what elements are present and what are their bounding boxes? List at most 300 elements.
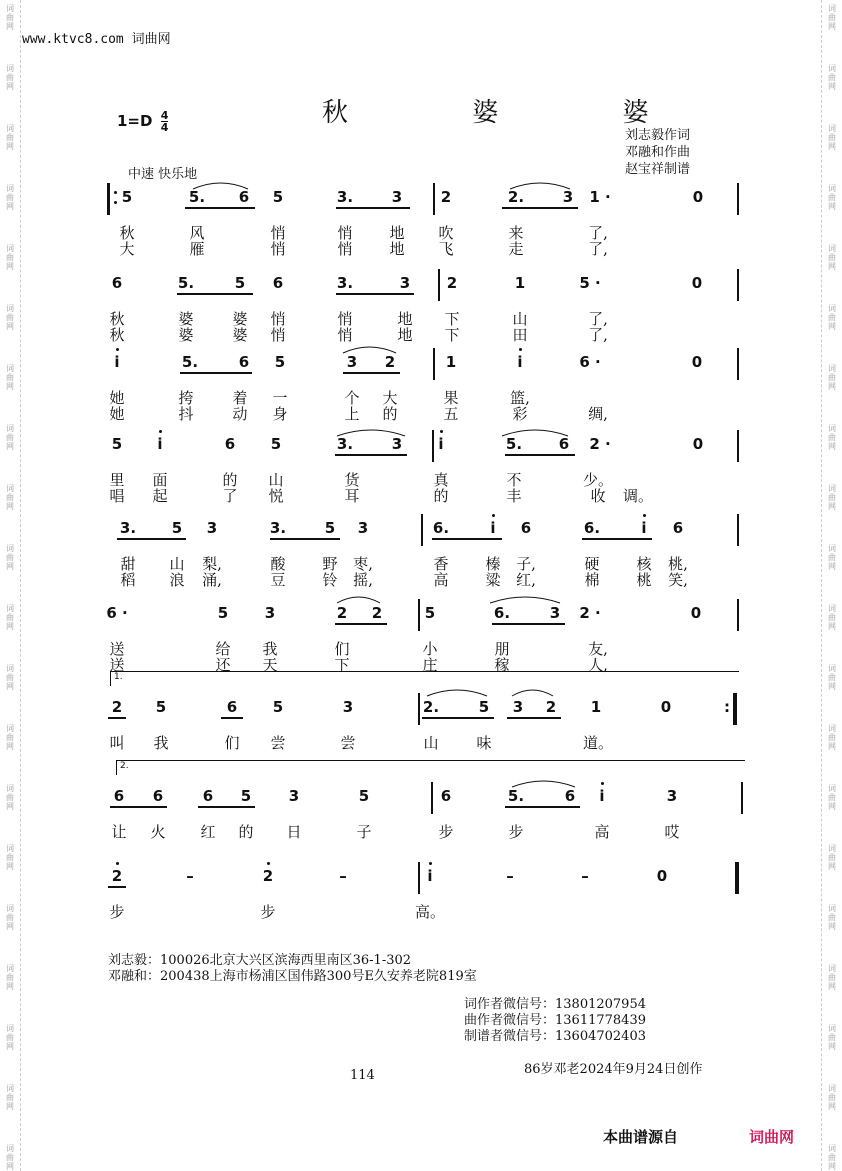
lyric-verse-2: 地 — [397, 326, 413, 344]
watermark-text: 词 曲 网 — [828, 784, 836, 811]
lyric-verse-1: 高 — [594, 823, 610, 841]
beam-underline — [198, 806, 255, 808]
note: 6 — [520, 519, 532, 537]
note: 6 — [564, 787, 576, 805]
lyric-verse-2: 下 — [334, 656, 350, 674]
note: 5 — [217, 604, 229, 622]
note: 6 — [672, 519, 684, 537]
note: 5 — [121, 188, 133, 206]
lyric-verse-1: 地 — [397, 310, 413, 328]
lyric-verse-2: 天 — [262, 656, 278, 674]
volta-bracket: 1. — [110, 671, 739, 686]
lyric-verse-2: 秋 — [109, 326, 125, 344]
watermark-text: 词 曲 网 — [828, 664, 836, 691]
note: i — [438, 435, 444, 453]
lyric-verse-1: 一 — [272, 389, 288, 407]
lyric-verse-1: 们 — [334, 640, 350, 658]
lyricist-wechat: 词作者微信号：13801207954 — [464, 997, 646, 1012]
note: 5. — [505, 435, 523, 453]
creation-date: 86岁邓老2024年9月24日创作 — [524, 1062, 703, 1077]
lyric-verse-2: 了 — [222, 487, 238, 505]
lyric-verse-1: 下 — [444, 310, 460, 328]
note: 6 — [558, 435, 570, 453]
note: 2 — [384, 353, 396, 371]
note: 1 — [514, 274, 526, 292]
lyric-verse-1: 梨, — [202, 555, 222, 573]
lyric-verse-1: 的 — [238, 823, 254, 841]
lyric-verse-2: 抖 — [178, 405, 194, 423]
watermark-text: 词 曲 网 — [828, 424, 836, 451]
lyric-verse-1: 货 — [344, 471, 360, 489]
lyric-verse-2: 走 — [508, 240, 524, 258]
lyric-verse-2: 彩 — [512, 405, 528, 423]
lyric-verse-1: 山 — [423, 734, 439, 752]
note: : — [724, 698, 730, 716]
note: 6. — [583, 519, 601, 537]
lyric-verse-1: 悄 — [270, 224, 286, 242]
note: 3 — [391, 435, 403, 453]
watermark-text: 词 曲 网 — [6, 964, 14, 991]
lyric-verse-2: 唱 — [109, 487, 125, 505]
bar-line — [438, 269, 440, 301]
left-margin-strip — [0, 0, 21, 1171]
lyric-verse-1: 酸 — [270, 555, 286, 573]
lyric-verse-2: 的 — [433, 487, 449, 505]
note: 2. — [422, 698, 440, 716]
beam-underline — [177, 293, 253, 295]
octave-dot — [116, 862, 119, 865]
source-label: 本曲谱源自 — [603, 1128, 679, 1146]
beam-underline — [432, 538, 502, 540]
note: 3 — [342, 698, 354, 716]
bar-line — [432, 430, 434, 462]
lyric-verse-2: 红, — [516, 571, 536, 589]
note: 2 — [545, 698, 557, 716]
repeat-start-bar — [107, 183, 110, 215]
bar-line — [737, 430, 739, 462]
note: 5 — [478, 698, 490, 716]
lyric-verse-2: 送 — [109, 656, 125, 674]
lyric-verse-1: 篮, — [510, 389, 530, 407]
lyric-verse-1: 送 — [109, 640, 125, 658]
note: – — [581, 867, 589, 885]
lyric-verse-2: 悄 — [270, 240, 286, 258]
note: – — [186, 867, 194, 885]
note: 6 — [152, 787, 164, 805]
tie-arc — [512, 690, 553, 696]
octave-dot — [429, 862, 432, 865]
lyric-verse-2: 上 — [344, 405, 360, 423]
note: 5 — [240, 787, 252, 805]
note: 0 — [656, 867, 668, 885]
note: 3 — [512, 698, 524, 716]
beam-underline — [336, 207, 410, 209]
octave-dot — [440, 430, 443, 433]
note: i — [599, 787, 605, 805]
lyric-verse-1: 火 — [150, 823, 166, 841]
volta-bracket: 2. — [116, 760, 745, 775]
note: 5 — [171, 519, 183, 537]
note: 6. — [493, 604, 511, 622]
watermark-text: 词 曲 网 — [6, 364, 14, 391]
composer-address: 邓融和：200438上海市杨浦区国伟路300号E久安养老院819室 — [108, 969, 477, 984]
lyric-verse-1: 尝 — [340, 734, 356, 752]
composer-wechat: 曲作者微信号：13611778439 — [464, 1013, 646, 1028]
bar-line — [421, 514, 423, 546]
note: 3. — [119, 519, 137, 537]
note: 2. — [507, 188, 525, 206]
note: 5 — [324, 519, 336, 537]
lyric-verse-2: 调。 — [622, 487, 654, 505]
beam-underline — [108, 886, 126, 888]
note: 6 — [113, 787, 125, 805]
lyric-verse-1: 子, — [516, 555, 536, 573]
lyric-verse-1: 挎 — [178, 389, 194, 407]
beam-underline — [507, 717, 561, 719]
note: 6. — [432, 519, 450, 537]
beam-underline — [505, 806, 580, 808]
watermark-text: 词 曲 网 — [828, 844, 836, 871]
octave-dot — [601, 782, 604, 785]
beam-underline — [108, 717, 126, 719]
note: 3 — [288, 787, 300, 805]
lyric-verse-1: 大 — [382, 389, 398, 407]
lyric-verse-2: 收 — [590, 487, 606, 505]
note: 5 — [111, 435, 123, 453]
beam-underline — [343, 372, 400, 374]
lyric-verse-2: 的 — [382, 405, 398, 423]
lyric-verse-1: 山 — [169, 555, 185, 573]
beam-underline — [270, 538, 340, 540]
lyric-verse-1: 婆 — [232, 310, 248, 328]
note: 2 — [111, 698, 123, 716]
lyric-verse-1: 了, — [588, 224, 608, 242]
lyric-verse-2: 还 — [215, 656, 231, 674]
lyric-verse-1: 悄 — [337, 310, 353, 328]
lyric-verse-1: 果 — [443, 389, 459, 407]
lyricist-credit: 刘志毅作词 — [625, 128, 691, 143]
note: 2 — [371, 604, 383, 622]
note: 3. — [269, 519, 287, 537]
lyric-verse-1: 悄 — [337, 224, 353, 242]
lyric-verse-2: 铃 — [322, 571, 338, 589]
watermark-text: 词 曲 网 — [6, 664, 14, 691]
lyric-verse-1: 道。 — [582, 734, 614, 752]
lyric-verse-2: 悄 — [270, 326, 286, 344]
beam-underline — [335, 454, 407, 456]
lyric-verse-1: 让 — [111, 823, 127, 841]
watermark-text: 词 曲 网 — [6, 1084, 14, 1111]
lyric-verse-1: 榛 — [485, 555, 501, 573]
lyric-verse-1: 不 — [506, 471, 522, 489]
note: 3 — [357, 519, 369, 537]
final-bar — [735, 862, 738, 894]
watermark-text: 词 曲 网 — [828, 124, 836, 151]
bar-line — [737, 348, 739, 380]
lyric-verse-1: 秋 — [119, 224, 135, 242]
watermark-text: 词 曲 网 — [6, 604, 14, 631]
lyric-verse-2: 了, — [588, 240, 608, 258]
lyric-verse-1: 们 — [224, 734, 240, 752]
lyric-verse-2: 耳 — [344, 487, 360, 505]
note: 6 — [238, 353, 250, 371]
octave-dot — [643, 514, 646, 517]
note: 2 — [336, 604, 348, 622]
lyric-verse-2: 丰 — [506, 487, 522, 505]
bar-line — [433, 183, 435, 215]
lyric-verse-1: 核 — [636, 555, 652, 573]
lyric-verse-1: 友, — [588, 640, 608, 658]
watermark-text: 词 曲 网 — [828, 244, 836, 271]
note: 0 — [690, 604, 702, 622]
lyric-verse-1: 桃, — [668, 555, 688, 573]
beam-underline — [110, 806, 167, 808]
lyric-verse-1: 地 — [389, 224, 405, 242]
note: 0 — [660, 698, 672, 716]
lyric-verse-2: 大 — [119, 240, 135, 258]
lyric-verse-1: 里 — [109, 471, 125, 489]
lyric-verse-1: 步 — [109, 903, 125, 921]
tie-arc — [490, 597, 560, 603]
lyric-verse-1: 山 — [512, 310, 528, 328]
note: 5. — [181, 353, 199, 371]
note: 2 — [446, 274, 458, 292]
lyric-verse-1: 的 — [222, 471, 238, 489]
page-number: 114 — [350, 1068, 375, 1083]
lyric-verse-1: 我 — [262, 640, 278, 658]
note: 3 — [562, 188, 574, 206]
note: 5. — [177, 274, 195, 292]
lyric-verse-1: 小 — [422, 640, 438, 658]
note: – — [506, 867, 514, 885]
note: 3. — [336, 188, 354, 206]
lyric-verse-1: 日 — [286, 823, 302, 841]
note: 2 — [262, 867, 274, 885]
tie-arc — [427, 690, 487, 696]
lyric-verse-2: 了, — [588, 326, 608, 344]
note: 5 — [358, 787, 370, 805]
watermark-text: 词 曲 网 — [828, 544, 836, 571]
time-signature — [161, 110, 169, 133]
lyric-verse-1: 味 — [476, 734, 492, 752]
time-numerator: 4 — [160, 109, 169, 122]
note: 6 — [224, 435, 236, 453]
beam-underline — [221, 717, 243, 719]
right-margin-strip — [821, 0, 842, 1171]
bar-line — [737, 514, 739, 546]
song-title: 秋 婆 婆 — [322, 98, 707, 128]
lyric-verse-1: 来 — [508, 224, 524, 242]
watermark-text: 词 曲 网 — [6, 124, 14, 151]
watermark-text: 词 曲 网 — [6, 304, 14, 331]
bar-line — [431, 782, 433, 814]
repeat-end-bar — [733, 693, 736, 725]
watermark-text: 词 曲 网 — [828, 4, 836, 31]
beam-underline — [582, 538, 652, 540]
lyric-verse-2: 飞 — [438, 240, 454, 258]
watermark-text: 词 曲 网 — [828, 1084, 836, 1111]
beam-underline — [502, 207, 578, 209]
tempo-marking: 中速 快乐地 — [128, 167, 198, 182]
note: 2 — [440, 188, 452, 206]
beam-underline — [422, 717, 494, 719]
note: 3 — [399, 274, 411, 292]
beam-underline — [492, 623, 565, 625]
note: 6 · — [106, 604, 128, 622]
composer-credit: 邓融和作曲 — [625, 145, 691, 160]
watermark-text: 词 曲 网 — [6, 844, 14, 871]
note: 3 — [264, 604, 276, 622]
note: 0 — [691, 353, 703, 371]
bar-line — [737, 599, 739, 631]
octave-dot — [116, 348, 119, 351]
note: i — [490, 519, 496, 537]
lyric-verse-1: 枣, — [353, 555, 373, 573]
bar-line — [741, 782, 743, 814]
lyric-verse-1: 悄 — [270, 310, 286, 328]
lyric-verse-1: 少。 — [582, 471, 614, 489]
note: – — [339, 867, 347, 885]
lyric-verse-1: 硬 — [584, 555, 600, 573]
lyric-verse-2: 高 — [433, 571, 449, 589]
key-signature — [117, 110, 168, 133]
site-url[interactable]: www.ktvc8.com 词曲网 — [22, 32, 171, 47]
watermark-text: 词 曲 网 — [828, 64, 836, 91]
lyric-verse-2: 悦 — [268, 487, 284, 505]
bar-line — [418, 862, 420, 894]
lyric-verse-2: 下 — [444, 326, 460, 344]
lyric-verse-1: 她 — [109, 389, 125, 407]
note: 6 — [226, 698, 238, 716]
note: 2 — [111, 867, 123, 885]
note: 3 — [346, 353, 358, 371]
beam-underline — [335, 623, 387, 625]
lyric-verse-1: 秋 — [109, 310, 125, 328]
bar-line — [433, 348, 435, 380]
beam-underline — [336, 293, 414, 295]
watermark-text: 词 曲 网 — [6, 1144, 14, 1171]
note: 5. — [188, 188, 206, 206]
lyric-verse-2: 稻 — [120, 571, 136, 589]
transcriber-wechat: 制谱者微信号：13604702403 — [464, 1029, 646, 1044]
lyric-verse-1: 面 — [152, 471, 168, 489]
lyric-verse-1: 子 — [356, 823, 372, 841]
note: 6 · — [579, 353, 601, 371]
note: 3. — [336, 274, 354, 292]
lyric-verse-2: 田 — [512, 326, 528, 344]
time-denominator: 4 — [160, 121, 169, 134]
note: 6 — [202, 787, 214, 805]
beam-underline — [505, 454, 575, 456]
note: 1 — [445, 353, 457, 371]
watermark-text: 词 曲 网 — [828, 964, 836, 991]
bar-line — [737, 183, 739, 215]
watermark-text: 词 曲 网 — [828, 1024, 836, 1051]
note: 3 — [391, 188, 403, 206]
lyric-verse-1: 高。 — [414, 903, 446, 921]
watermark-text: 词 曲 网 — [828, 484, 836, 511]
note: 3. — [336, 435, 354, 453]
beam-underline — [117, 538, 186, 540]
lyric-verse-2: 悄 — [337, 240, 353, 258]
bar-line — [737, 269, 739, 301]
lyric-verse-2: 摇, — [353, 571, 373, 589]
lyric-verse-2: 婆 — [178, 326, 194, 344]
note: 5 — [424, 604, 436, 622]
watermark-text: 词 曲 网 — [828, 1144, 836, 1171]
watermark-text: 词 曲 网 — [6, 4, 14, 31]
note: 0 — [691, 274, 703, 292]
note: 6 — [272, 274, 284, 292]
watermark-text: 词 曲 网 — [828, 604, 836, 631]
watermark-text: 词 曲 网 — [6, 484, 14, 511]
transcriber-credit: 赵宝祥制谱 — [625, 162, 691, 177]
lyric-verse-2: 起 — [152, 487, 168, 505]
lyric-verse-2: 动 — [232, 405, 248, 423]
lyric-verse-1: 我 — [153, 734, 169, 752]
note: 2 · — [579, 604, 601, 622]
lyric-verse-1: 野 — [322, 555, 338, 573]
octave-dot — [519, 348, 522, 351]
lyric-verse-1: 山 — [268, 471, 284, 489]
note: 5 — [234, 274, 246, 292]
watermark-text: 词 曲 网 — [6, 244, 14, 271]
note: 6 — [440, 787, 452, 805]
lyric-verse-2: 绸, — [588, 405, 608, 423]
watermark-text: 词 曲 网 — [828, 904, 836, 931]
note: i — [427, 867, 433, 885]
note: 3 — [666, 787, 678, 805]
lyric-verse-2: 雁 — [189, 240, 205, 258]
brand-link[interactable]: 词曲网 — [749, 1128, 795, 1146]
lyric-verse-1: 个 — [344, 389, 360, 407]
note: 5 — [272, 188, 284, 206]
bar-line — [418, 599, 420, 631]
lyric-verse-1: 甜 — [120, 555, 136, 573]
watermark-text: 词 曲 网 — [828, 364, 836, 391]
lyric-verse-1: 叫 — [109, 734, 125, 752]
watermark-text: 词 曲 网 — [6, 1024, 14, 1051]
beam-underline — [180, 372, 252, 374]
lyric-verse-2: 人, — [588, 656, 608, 674]
octave-dot — [267, 862, 270, 865]
note: i — [114, 353, 120, 371]
lyricist-address: 刘志毅：100026北京大兴区滨海西里南区36-1-302 — [108, 953, 412, 968]
note: i — [157, 435, 163, 453]
note: 3 — [206, 519, 218, 537]
repeat-dot — [114, 201, 117, 204]
octave-dot — [492, 514, 495, 517]
lyric-verse-2: 豆 — [270, 571, 286, 589]
lyric-verse-2: 地 — [389, 240, 405, 258]
lyric-verse-1: 风 — [189, 224, 205, 242]
note: 6 — [111, 274, 123, 292]
lyric-verse-2: 桃 — [636, 571, 652, 589]
lyric-verse-1: 步 — [438, 823, 454, 841]
lyric-verse-1: 步 — [508, 823, 524, 841]
note: 0 — [692, 435, 704, 453]
lyric-verse-1: 香 — [433, 555, 449, 573]
lyric-verse-2: 身 — [272, 405, 288, 423]
octave-dot — [159, 430, 162, 433]
note: 2 · — [589, 435, 611, 453]
lyric-verse-1: 婆 — [178, 310, 194, 328]
lyric-verse-1: 着 — [232, 389, 248, 407]
lyric-verse-2: 悄 — [337, 326, 353, 344]
watermark-text: 词 曲 网 — [6, 724, 14, 751]
watermark-text: 词 曲 网 — [6, 904, 14, 931]
bar-line — [418, 693, 420, 725]
